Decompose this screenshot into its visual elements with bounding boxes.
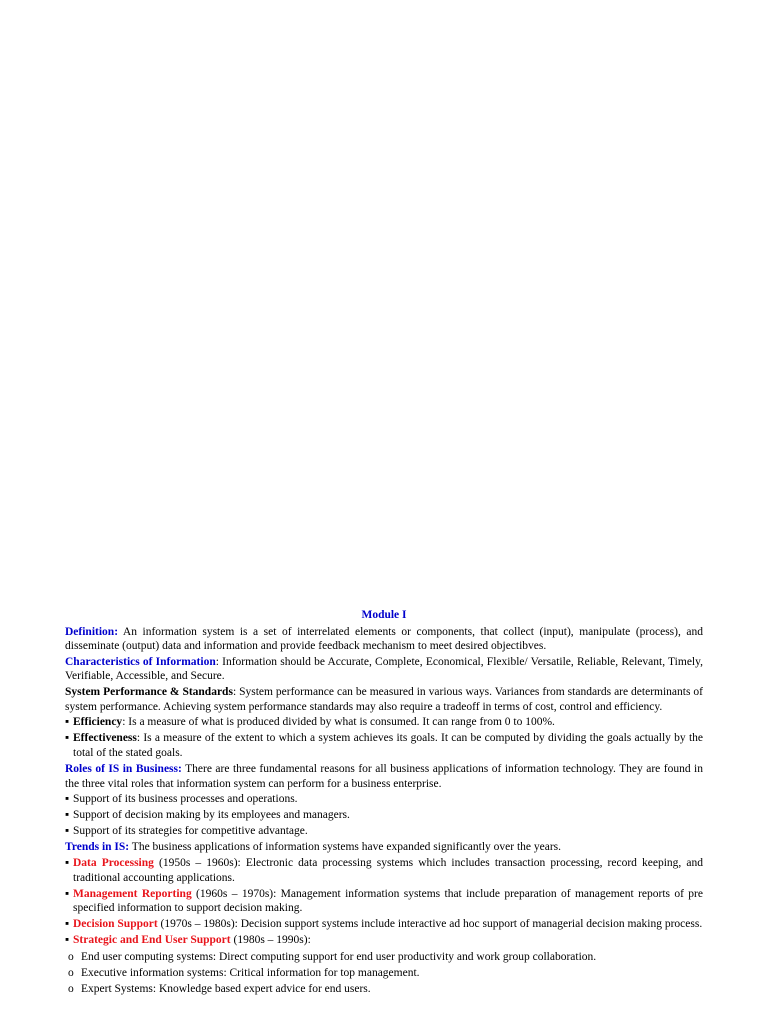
bullet-icon: ▪ [65,934,70,947]
definition-label: Definition: [65,625,119,638]
trend-item-text: (1970s – 1980s): Decision support systems include interactive ad hoc support of managerial decision making process. [157,918,703,931]
trend-item-text: (1980s – 1990s): [230,934,311,947]
performance-item-label: Efficiency [73,716,123,729]
characteristics-text: : Information should be Accurate, Complete, Economical, Flexible/ Versatile, Reliable, Relevant, Timely, Verifiable, Accessible, and Secure. [65,655,703,683]
performance-label: System Performance & Standards [65,685,233,698]
trend-subitem-text: Executive information systems: Critical information for top management. [81,966,420,979]
trend-item-text: (1950s – 1960s): Electronic data processing systems which includes transaction processing, record keeping, and traditional accounting applications. [73,857,703,884]
definition-text: An information system is a set of interrelated elements or components, that collect (input), manipulate (process), and disseminate (output) data and information and provide feedback mechanism to meet desired objectibves. [65,625,703,653]
roles-paragraph [65,762,703,791]
circle-bullet-icon: o [68,950,74,963]
performance-item-text: : Is a measure of what is produced divided by what is consumed. It can range from 0 to 100%. [122,716,555,729]
trends-text: The business applications of information systems have expanded significantly over the years. [129,841,562,854]
trend-item-label: Strategic and End User Support [73,934,231,947]
bullet-icon: ▪ [65,793,70,806]
document-page [65,608,703,998]
roles-item [65,792,703,807]
trend-item-label: Data Processing [73,857,154,869]
trend-subitem-text: Expert Systems: Knowledge based expert advice for end users. [81,982,371,995]
bullet-icon: ▪ [65,825,70,838]
roles-label: Roles of IS in Business: [65,762,182,775]
roles-text: There are three fundamental reasons for all business applications of information technology. They are found in the three vital roles that information system can perform for a business enterprise. [65,762,704,790]
trend-item-management-reporting [65,887,703,916]
performance-text: : System performance can be measured in various ways. Variances from standards are determinants of system performance. Achieving system performance standards may also require a tradeoff in terms of cost, control and efficiency. [65,685,703,713]
circle-bullet-icon: o [68,966,74,979]
trend-item-data-processing [65,856,703,885]
performance-item-label: Effectiveness [73,732,137,745]
module-title: Module I [361,609,407,621]
characteristics-paragraph [65,655,703,684]
trends-paragraph [65,840,703,855]
characteristics-label: Characteristics of Information [65,655,216,668]
bullet-icon: ▪ [65,887,70,900]
bullet-icon: ▪ [65,809,70,822]
trend-subitem [65,966,703,981]
performance-item-text: : Is a measure of the extent to which a system achieves its goals. It can be computed by dividing the goals actually by the total of the stated goals. [73,732,703,759]
trend-subitem [65,982,703,997]
roles-item [65,808,703,823]
bullet-icon: ▪ [65,918,70,931]
trend-subitem-text: End user computing systems: Direct computing support for end user productivity and work group collaboration. [81,950,597,963]
trend-item-decision-support [65,917,703,932]
performance-item-efficiency [65,715,703,730]
roles-item [65,824,703,839]
circle-bullet-icon: o [68,982,74,995]
roles-item-text: Support of its strategies for competitive advantage. [73,825,308,838]
trend-item-strategic-support [65,933,703,948]
bullet-icon: ▪ [65,732,70,745]
roles-item-text: Support of decision making by its employees and managers. [73,809,350,822]
trend-item-label: Management Reporting [73,887,192,900]
trend-item-text: (1960s – 1970s): Management information systems that include preparation of management reports of pre specified information to support decision making. [73,887,703,915]
trend-item-label: Decision Support [73,918,158,931]
trends-label: Trends in IS: [65,841,130,854]
bullet-icon: ▪ [65,857,70,869]
bullet-icon: ▪ [65,716,70,729]
definition-paragraph [65,625,703,654]
performance-item-effectiveness [65,731,703,760]
roles-item-text: Support of its business processes and operations. [73,793,298,806]
performance-paragraph [65,685,703,714]
trend-subitem [65,950,703,965]
